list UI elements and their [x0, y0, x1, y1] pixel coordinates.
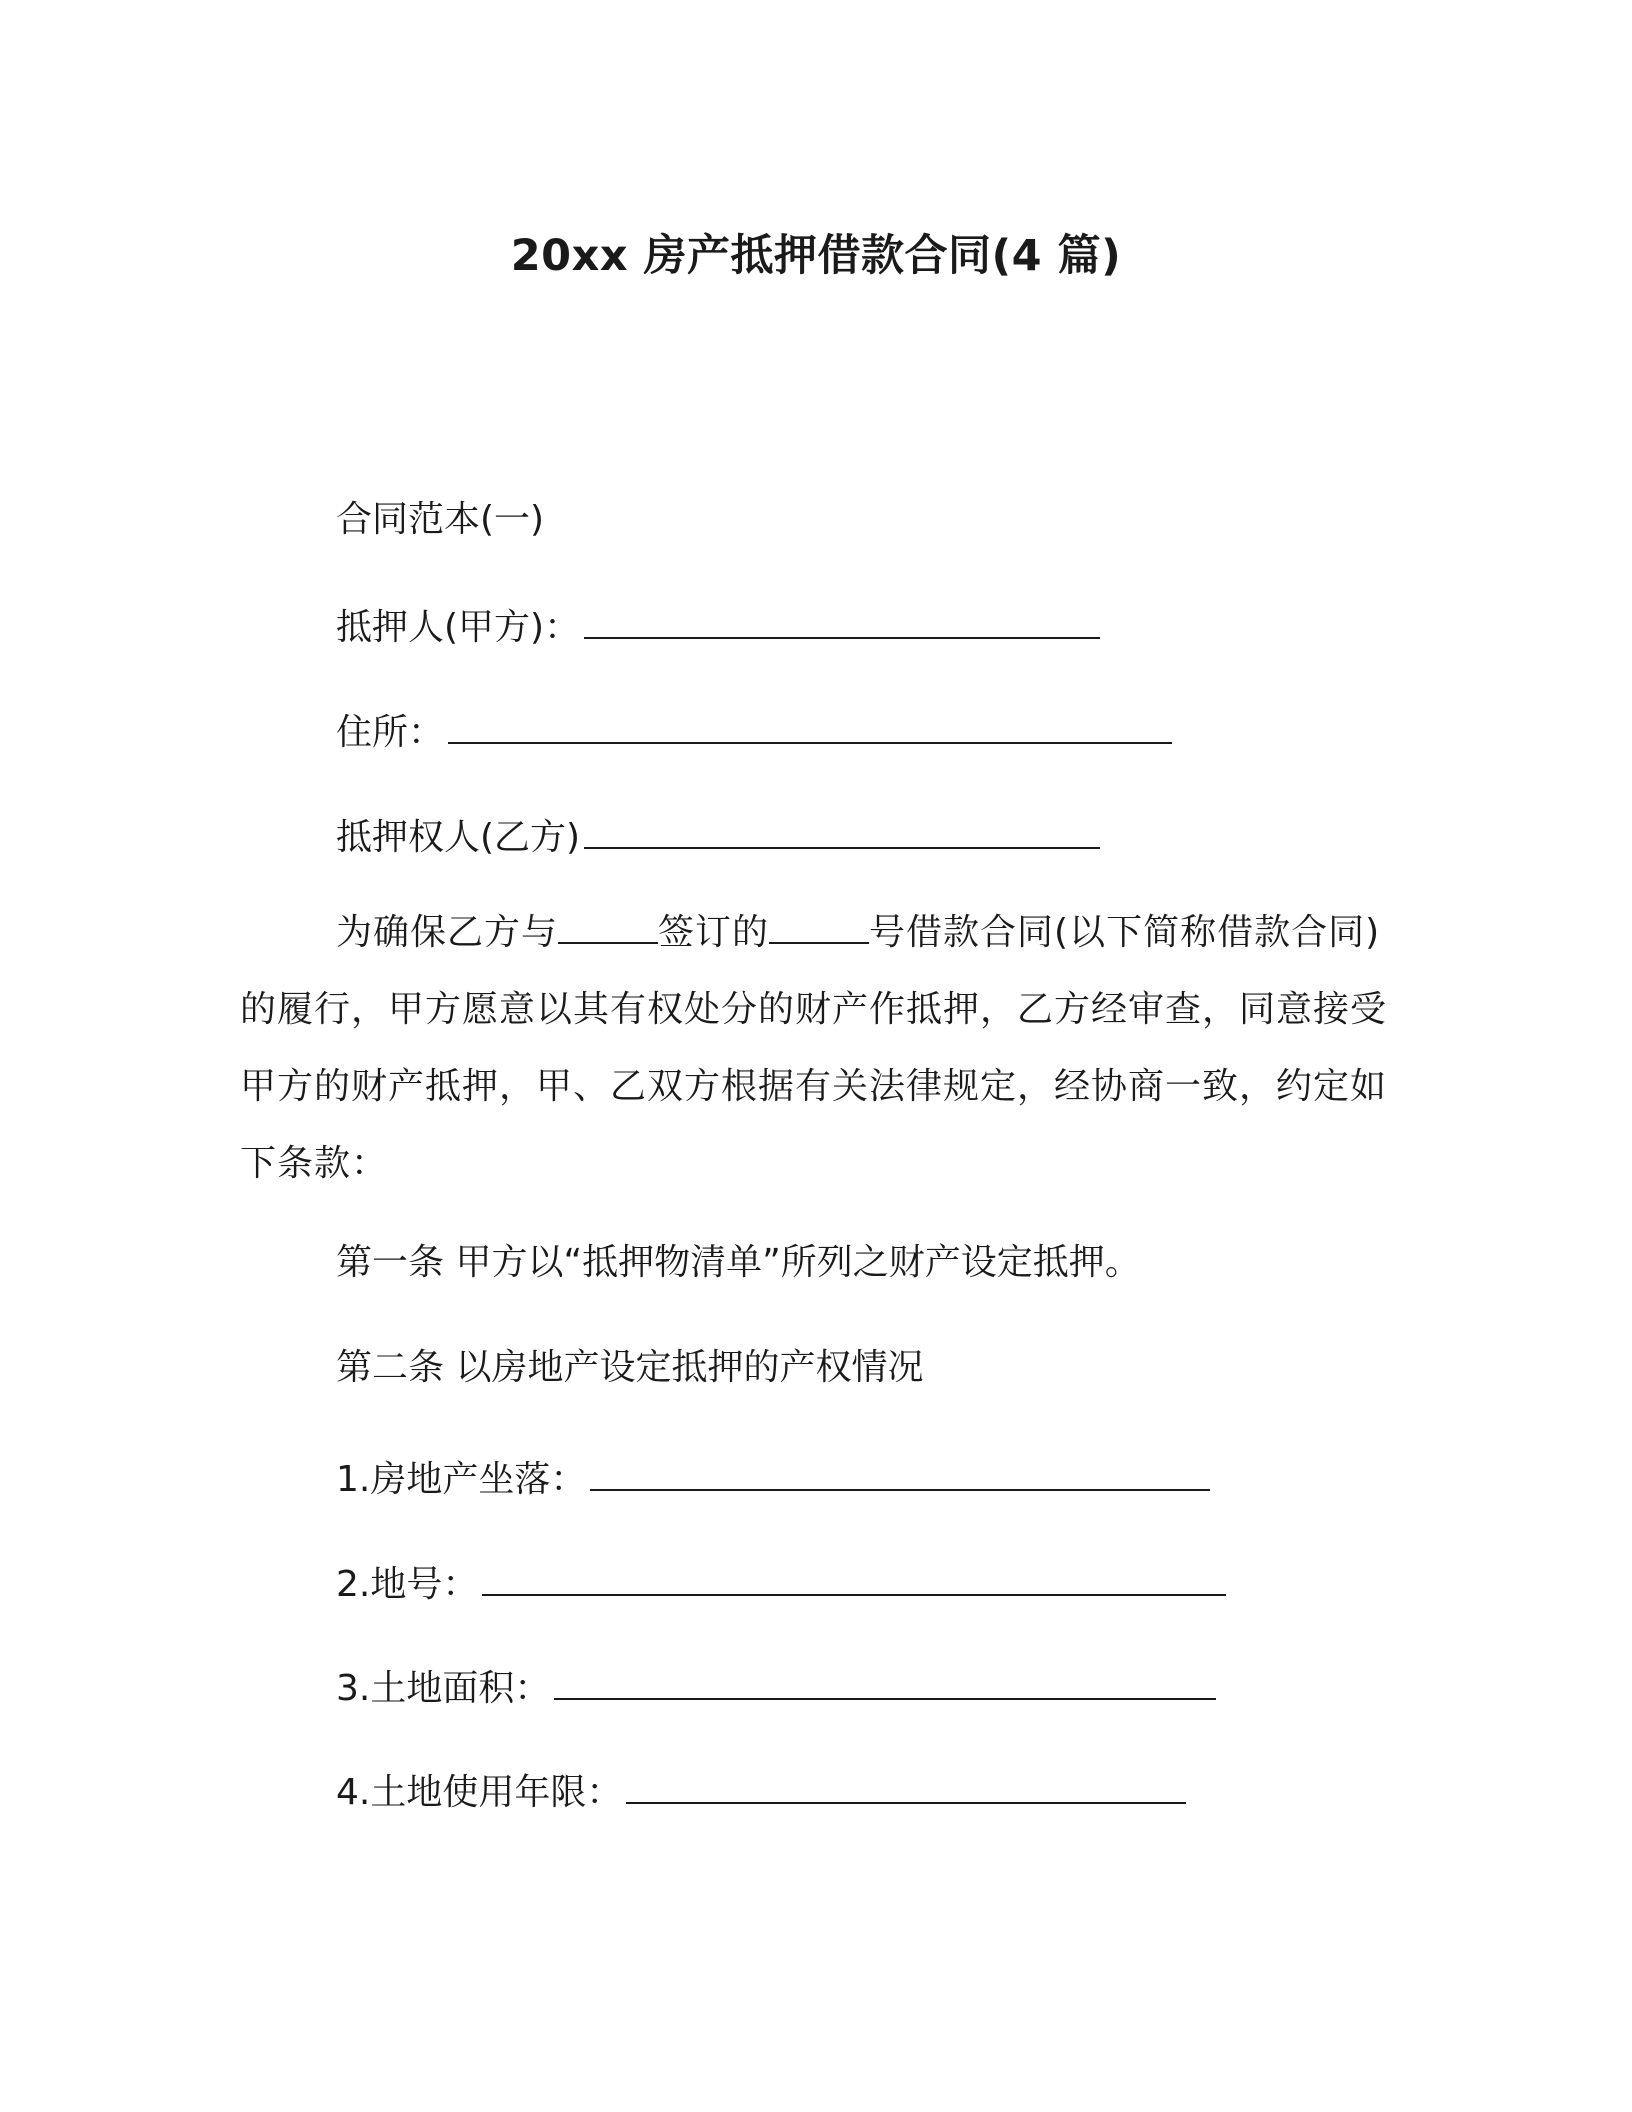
mortgagor-blank	[584, 603, 1100, 639]
location-blank	[590, 1455, 1210, 1491]
residence-blank	[448, 708, 1172, 744]
residence-label: 住所：	[336, 712, 445, 753]
mortgagor-label: 抵押人(甲方)：	[336, 607, 581, 648]
intro-part2: 签订的	[658, 912, 770, 953]
lot-number-field	[336, 1560, 1226, 1607]
document-title: 20xx 房产抵押借款合同(4 篇)	[510, 231, 1122, 281]
land-term-field	[336, 1768, 1186, 1815]
contract-party-blank	[558, 912, 658, 944]
land-term-blank	[626, 1768, 1186, 1804]
lot-number-label: 2.地号：	[336, 1564, 479, 1605]
section-heading	[336, 498, 544, 542]
land-area-label: 3.土地面积：	[336, 1668, 551, 1709]
land-area-blank	[554, 1664, 1216, 1700]
lot-number-blank	[482, 1560, 1226, 1596]
intro-paragraph	[240, 894, 1400, 1202]
intro-part1: 为确保乙方与	[336, 912, 559, 953]
residence-field	[336, 708, 1172, 755]
mortgagee-label: 抵押权人(乙方)	[336, 817, 581, 858]
article-1-text: 第一条 甲方以“抵押物清单”所列之财产设定抵押。	[336, 1242, 1141, 1283]
article-1	[336, 1241, 1141, 1285]
location-label: 1.房地产坐落：	[336, 1459, 587, 1500]
location-field	[336, 1455, 1210, 1502]
article-2	[336, 1346, 923, 1390]
section-heading-text: 合同范本(一)	[336, 499, 545, 540]
mortgagor-field	[336, 603, 1100, 650]
mortgagee-field	[336, 813, 1100, 860]
intro-part3: 号借款合同(以下简称借款合同)的履行，甲方愿意以其有权处分的财产作抵押，乙方经审查，同意接受甲方的财产抵押，甲、乙双方根据有关法律规定，经协商一致，约定如下条款：	[240, 912, 1388, 1184]
mortgagee-blank	[584, 813, 1100, 849]
land-area-field	[336, 1664, 1216, 1711]
land-term-label: 4.土地使用年限：	[336, 1772, 623, 1813]
contract-number-blank	[769, 912, 869, 944]
article-2-text: 第二条 以房地产设定抵押的产权情况	[336, 1347, 924, 1388]
